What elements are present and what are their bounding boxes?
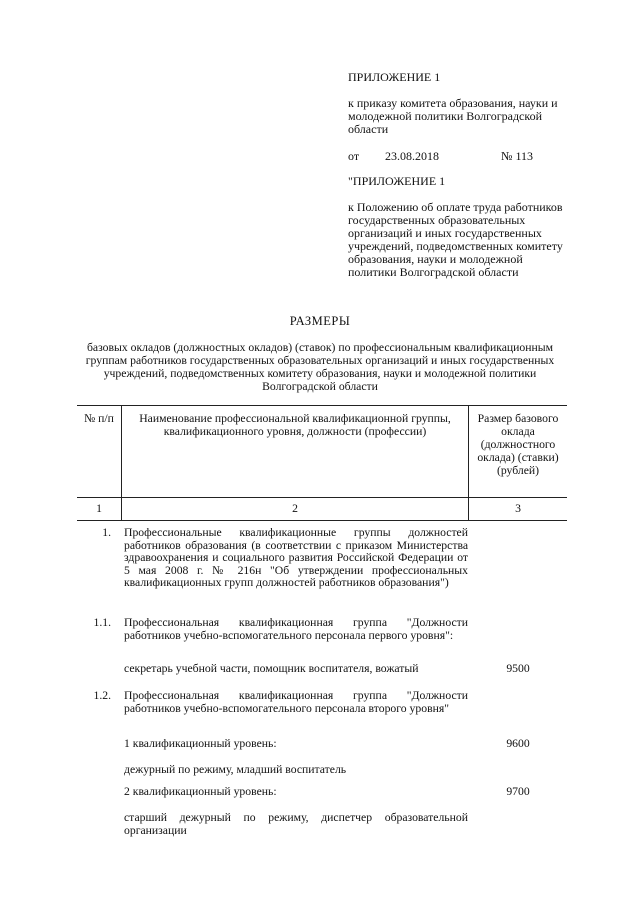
order-date-line [348, 149, 578, 163]
row-text: старший дежурный по режиму, диспетчер образовательной организации [124, 811, 468, 837]
table-col-divider-1 [121, 405, 122, 521]
table-header-rule [77, 497, 567, 498]
document-subtitle: базовых окладов (должностных окладов) (ставок) по профессиональным квалификационным группам работников государственных образовательных организаций и иных государственных учреждений, подведомственных комитету образования, науки и молодежной политики Волгоградской области [85, 341, 555, 393]
document-title: РАЗМЕРЫ [289, 314, 351, 328]
row-text: Профессиональные квалификационные группы должностей работников образования (в соответствии с приказом Министерства здравоохранения и социального развития Российской Федерации от 5 мая 2008 г. № 216н "Об утверждении профессиональных квалификационных групп должностей работников образования") [124, 526, 468, 589]
row-text: секретарь учебной части, помощник воспитателя, вожатый [124, 662, 419, 675]
row-text: 1 квалификационный уровень: [124, 737, 277, 750]
table-col-divider-2 [468, 405, 469, 521]
row-number: 1. [102, 526, 111, 539]
row-salary: 9500 [506, 662, 530, 675]
order-reference: к приказу комитета образования, науки и молодежной политики Волгоградской области [348, 96, 558, 136]
column-header-salary: Размер базового оклада (должностного оклада) (ставки) (рублей) [477, 412, 559, 477]
column-header-name: Наименование профессиональной квалификационной группы, квалификационного уровня, должности (профессии) [139, 412, 451, 438]
row-text: Профессиональная квалификационная группа "Должности работников учебно-вспомогательного персонала второго уровня" [124, 689, 468, 715]
row-salary: 9600 [506, 737, 530, 750]
row-number: 1.1. [93, 616, 111, 629]
column-number-3: 3 [515, 502, 521, 515]
appendix-title: ПРИЛОЖЕНИЕ 1 [348, 70, 441, 84]
date-prefix: от [348, 149, 360, 163]
row-salary: 9700 [506, 785, 530, 798]
table-top-rule [77, 405, 567, 406]
table-numbers-rule [77, 520, 567, 521]
column-number-1: 1 [96, 502, 102, 515]
regulation-reference: к Положению об оплате труда работников государственных образовательных организаций и иных государственных учреждений, подведомственных комитету образования, науки и молодежной политики Волгоградской области [348, 200, 563, 279]
row-text: Профессиональная квалификационная группа "Должности работников учебно-вспомогательного персонала первого уровня": [124, 616, 468, 642]
row-text: 2 квалификационный уровень: [124, 785, 277, 798]
column-number-2: 2 [292, 502, 298, 515]
column-header-number: № п/п [84, 412, 114, 425]
appendix-title-quoted: "ПРИЛОЖЕНИЕ 1 [348, 174, 446, 188]
row-text: дежурный по режиму, младший воспитатель [124, 763, 347, 776]
order-number: № 113 [501, 149, 534, 163]
order-date: 23.08.2018 [385, 149, 439, 163]
row-number: 1.2. [93, 689, 111, 702]
